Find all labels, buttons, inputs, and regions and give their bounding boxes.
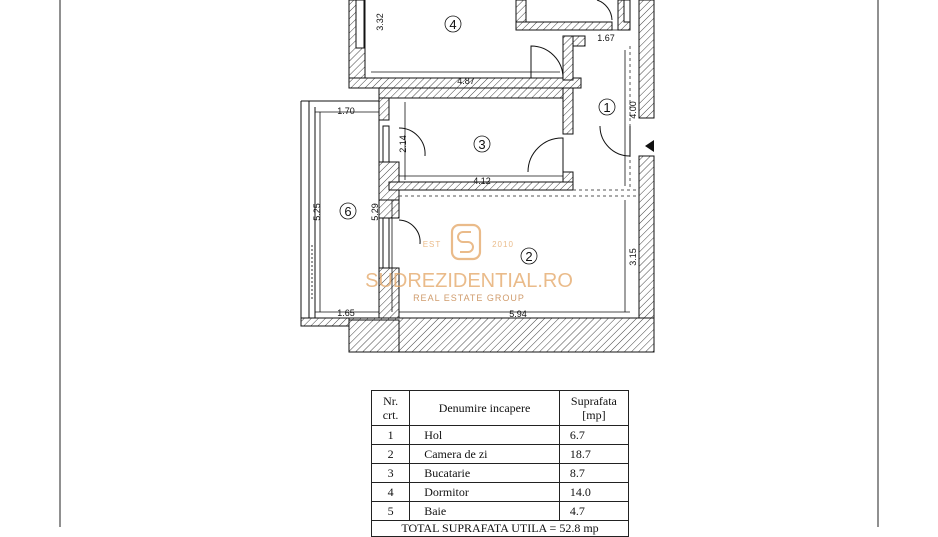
header-name: Denumire incapere: [410, 391, 560, 426]
dim-kitchen-height: 2.14: [398, 135, 408, 153]
wall-kitchen-top: [379, 88, 573, 98]
windows: [356, 0, 630, 268]
watermark-logo: [365, 225, 573, 303]
row-area: 4.7: [559, 502, 628, 521]
wall-hall-top-stub: [573, 36, 585, 46]
table-header-row: [372, 391, 629, 426]
room-marker-6: [340, 203, 356, 219]
room-marker-1: [599, 99, 615, 115]
table-row: [372, 502, 629, 521]
wall-hall-top: [563, 36, 573, 80]
door-entrance: [600, 126, 630, 156]
table-row: [372, 483, 629, 502]
watermark-year: 2010: [492, 240, 514, 249]
dim-kitchen-width: 4.12: [473, 176, 491, 186]
watermark-est: EST: [422, 240, 442, 249]
wall-kitchen-right: [563, 88, 573, 134]
areas-table: [371, 390, 629, 537]
room-marker-2: [521, 248, 537, 264]
row-name: Hol: [410, 426, 560, 445]
table-total-row: [372, 521, 629, 537]
dim-living-width: 5.94: [509, 309, 527, 319]
dim-balcony-top-width: 1.70: [337, 106, 355, 116]
row-nr: 4: [372, 483, 410, 502]
table-total: TOTAL SUPRAFATA UTILA = 52.8 mp: [372, 521, 629, 537]
row-area: 8.7: [559, 464, 628, 483]
row-name: Dormitor: [410, 483, 560, 502]
row-name: Baie: [410, 502, 560, 521]
header-area: Suprafata [mp]: [559, 391, 628, 426]
wall-right-upper: [639, 0, 654, 118]
dim-balcony-inner-length: 5.29: [370, 203, 380, 221]
table-row: [372, 464, 629, 483]
balcony-parapet: [301, 318, 349, 326]
wall-kitchen-left-low: [379, 162, 399, 200]
row-area: 14.0: [559, 483, 628, 502]
row-nr: 2: [372, 445, 410, 464]
dim-hall-length: 4.00: [628, 101, 638, 119]
row-area: 18.7: [559, 445, 628, 464]
wall-bottom-left: [349, 320, 399, 352]
door-kitchen: [528, 138, 563, 172]
door-living-window: [399, 220, 420, 244]
dim-bedroom-height: 3.32: [375, 13, 385, 31]
table-row: [372, 426, 629, 445]
room-marker-6-label: 6: [344, 204, 352, 219]
room-dividers: [399, 46, 639, 196]
dim-balcony-bottom-width: 1.65: [337, 308, 355, 318]
row-nr: 5: [372, 502, 410, 521]
door-bath: [597, 0, 612, 20]
entrance-arrow-icon: [645, 140, 654, 152]
room-marker-3-label: 3: [478, 137, 486, 152]
watermark-tagline: REAL ESTATE GROUP: [413, 293, 525, 303]
row-nr: 1: [372, 426, 410, 445]
row-name: Bucatarie: [410, 464, 560, 483]
watermark-name: SUDREZIDENTIAL.RO: [365, 270, 573, 292]
wall-bath-bottom: [516, 22, 612, 30]
table-row: [372, 445, 629, 464]
row-nr: 3: [372, 464, 410, 483]
dim-living-height: 3.15: [628, 248, 638, 266]
room-marker-1-label: 1: [603, 100, 611, 115]
header-nr: Nr. crt.: [372, 391, 410, 426]
door-bedroom: [531, 46, 563, 78]
row-name: Camera de zi: [410, 445, 560, 464]
room-marker-3: [474, 136, 490, 152]
dim-balcony-length: 5.25: [312, 203, 322, 221]
room-marker-4-label: 4: [449, 17, 457, 32]
wall-living-left-top: [379, 200, 399, 218]
dim-hall-top-width: 1.67: [597, 33, 615, 43]
room-marker-2-label: 2: [525, 249, 533, 264]
doors: [399, 0, 630, 244]
room-marker-4: [445, 16, 461, 32]
row-area: 6.7: [559, 426, 628, 445]
watermark-s-icon: [458, 232, 473, 252]
dim-bedroom-width: 4.87: [457, 76, 475, 86]
